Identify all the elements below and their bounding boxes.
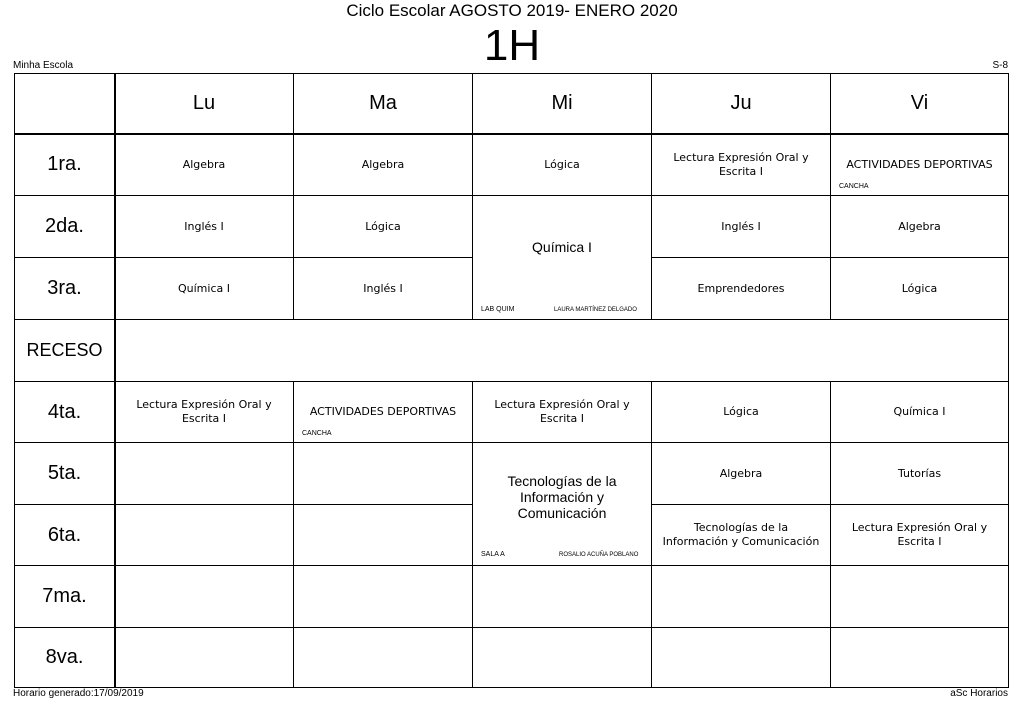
schedule-title: Ciclo Escolar AGOSTO 2019- ENERO 2020 bbox=[346, 1, 678, 20]
lesson-lu-4: Lectura Expresión Oral y Escrita I bbox=[136, 398, 272, 425]
lesson-vi-6: Lectura Expresión Oral y Escrita I bbox=[851, 521, 988, 548]
lesson-ju-3: Emprendedores bbox=[697, 281, 785, 295]
grid-line bbox=[15, 319, 1008, 320]
lesson-vi-2: Algebra bbox=[898, 219, 941, 233]
lesson-ma-2: Lógica bbox=[365, 219, 401, 233]
lesson-ju-1: Lectura Expresión Oral y Escrita I bbox=[673, 150, 809, 178]
room-label: CANCHA bbox=[839, 183, 869, 190]
software-name: aSc Horarios bbox=[950, 688, 1008, 699]
period-label-7: 7ma. bbox=[42, 585, 87, 607]
timetable-grid bbox=[14, 73, 1009, 688]
lesson-ma-1: Algebra bbox=[361, 157, 405, 171]
lesson-mi-2-3: Química I bbox=[532, 238, 592, 255]
class-name: 1H bbox=[483, 21, 541, 70]
lesson-mi-1: Lógica bbox=[544, 157, 580, 171]
lesson-mi-5-6: Tecnologías de la Información y Comunicación bbox=[507, 473, 617, 521]
lesson-ju-6: Tecnologías de la Información y Comunicación bbox=[662, 521, 820, 548]
lesson-vi-1: ACTIVIDADES DEPORTIVAS bbox=[846, 157, 993, 171]
day-header-ma: Ma bbox=[369, 92, 397, 114]
teacher-label: LAURA MARTÍNEZ DELGADO bbox=[554, 307, 637, 313]
lesson-ju-4: Lógica bbox=[723, 405, 759, 418]
teacher-label: ROSALIO ACUÑA POBLANO bbox=[559, 552, 639, 558]
generated-date: Horario generado:17/09/2019 bbox=[13, 688, 144, 699]
lesson-ma-4: ACTIVIDADES DEPORTIVAS bbox=[309, 405, 457, 418]
lesson-vi-5: Tutorías bbox=[897, 466, 942, 480]
lesson-ma-3: Inglés I bbox=[363, 281, 403, 295]
room-label: CANCHA bbox=[302, 430, 332, 437]
lesson-mi-4: Lectura Expresión Oral y Escrita I bbox=[494, 398, 630, 425]
period-label-3: 3ra. bbox=[47, 277, 82, 299]
day-header-lu: Lu bbox=[192, 92, 216, 114]
lesson-vi-4: Química I bbox=[893, 405, 946, 418]
lesson-lu-1: Algebra bbox=[182, 157, 226, 171]
sheet-code: S-8 bbox=[992, 60, 1008, 71]
lesson-vi-3: Lógica bbox=[901, 281, 938, 295]
period-label-2: 2da. bbox=[45, 215, 84, 237]
period-label-receso: RECESO bbox=[26, 340, 103, 360]
lesson-ju-2: Inglés I bbox=[721, 219, 761, 233]
period-label-5: 5ta. bbox=[47, 462, 82, 484]
period-label-8: 8va. bbox=[45, 646, 84, 668]
day-header-ju: Ju bbox=[730, 92, 752, 114]
lesson-lu-2: Inglés I bbox=[184, 219, 224, 233]
day-header-mi: Mi bbox=[551, 92, 573, 114]
grid-line bbox=[15, 565, 1008, 566]
school-name: Minha Escola bbox=[13, 60, 74, 71]
room-label: LAB QUIM bbox=[481, 306, 515, 313]
period-label-6: 6ta. bbox=[47, 523, 82, 546]
period-label-1: 1ra. bbox=[47, 153, 82, 175]
room-label: SALA A bbox=[481, 551, 505, 558]
lesson-lu-3: Química I bbox=[178, 281, 230, 295]
grid-line bbox=[15, 627, 1008, 628]
day-header-vi: Vi bbox=[910, 92, 929, 114]
lesson-ju-5: Algebra bbox=[719, 466, 763, 480]
period-label-4: 4ta. bbox=[47, 400, 82, 423]
